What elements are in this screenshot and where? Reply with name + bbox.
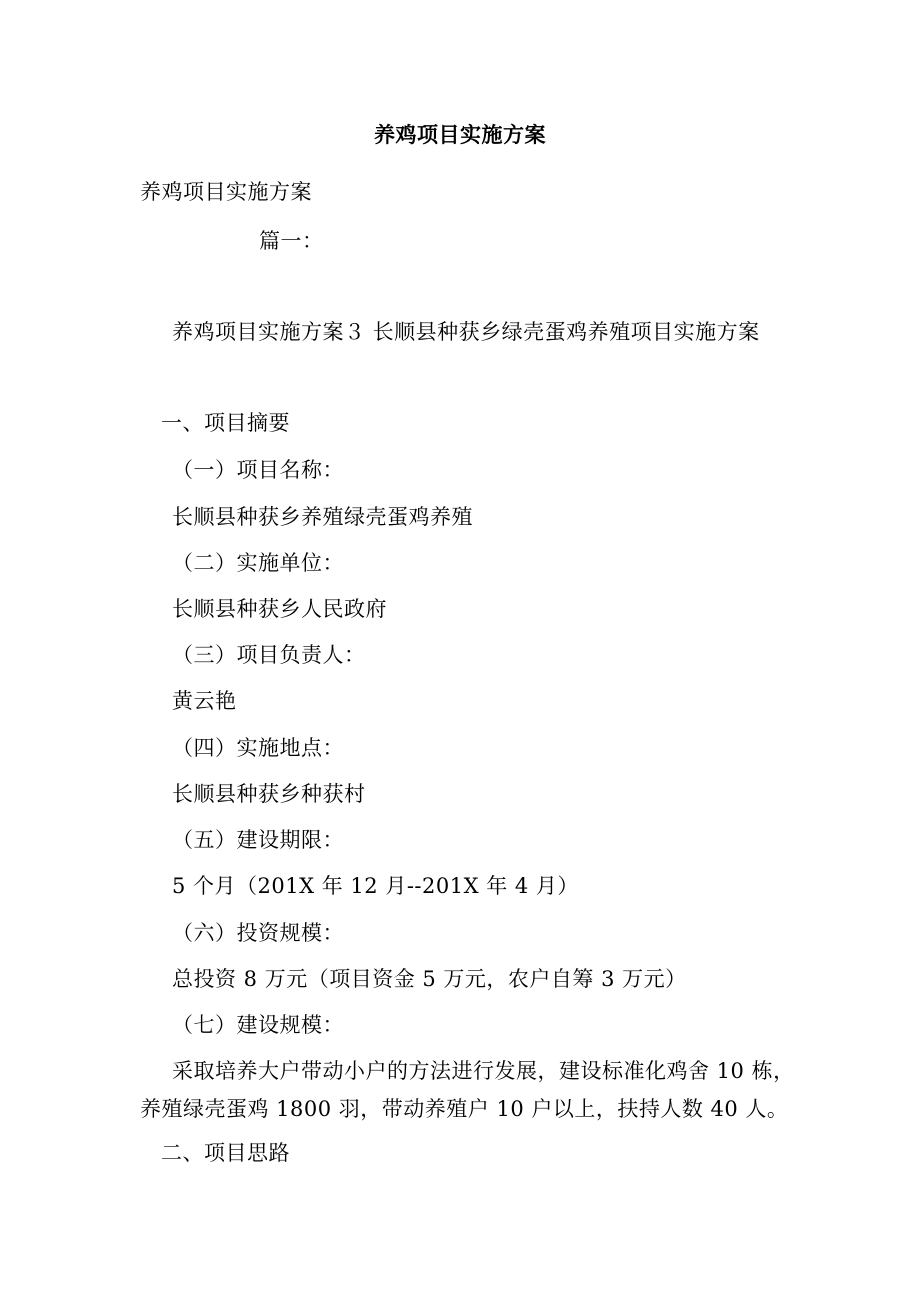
item-value-location: 长顺县种获乡种获村: [172, 782, 366, 806]
item-value-investment: 总投资 8 万元（项目资金 5 万元，农户自筹 3 万元）: [172, 967, 687, 991]
item-label-scale: （七）建设规模：: [172, 1013, 344, 1037]
item-value-period: 5 个月（201X 年 12 月--201X 年 4 月）: [172, 874, 579, 898]
document-title: 养鸡项目实施方案: [374, 122, 546, 147]
scale-paragraph-line1: 采取培养大户带动小户的方法进行发展，建设标准化鸡舍 10 栋，: [172, 1059, 795, 1083]
section1-title: 一、项目摘要: [161, 411, 290, 435]
section2-title: 二、项目思路: [161, 1141, 290, 1165]
item-label-investment: （六）投资规模：: [172, 921, 344, 945]
document-subtitle: 养鸡项目实施方案: [140, 180, 312, 204]
item-label-project-name: （一）项目名称：: [172, 458, 344, 482]
item-label-location: （四）实施地点：: [172, 736, 344, 760]
item-label-period: （五）建设期限：: [172, 828, 344, 852]
part-label: 篇一：: [259, 229, 324, 253]
section-heading: 养鸡项目实施方案３ 长顺县种获乡绿壳蛋鸡养殖项目实施方案: [172, 320, 760, 344]
item-label-unit: （二）实施单位：: [172, 551, 344, 575]
item-value-unit: 长顺县种获乡人民政府: [172, 597, 387, 621]
item-value-leader: 黄云艳: [172, 689, 237, 713]
item-value-project-name: 长顺县种获乡养殖绿壳蛋鸡养殖: [172, 505, 473, 529]
item-label-leader: （三）项目负责人：: [172, 643, 366, 667]
scale-paragraph-line2: 养殖绿壳蛋鸡 1800 羽，带动养殖户 10 户以上，扶持人数 40 人。: [140, 1097, 789, 1121]
